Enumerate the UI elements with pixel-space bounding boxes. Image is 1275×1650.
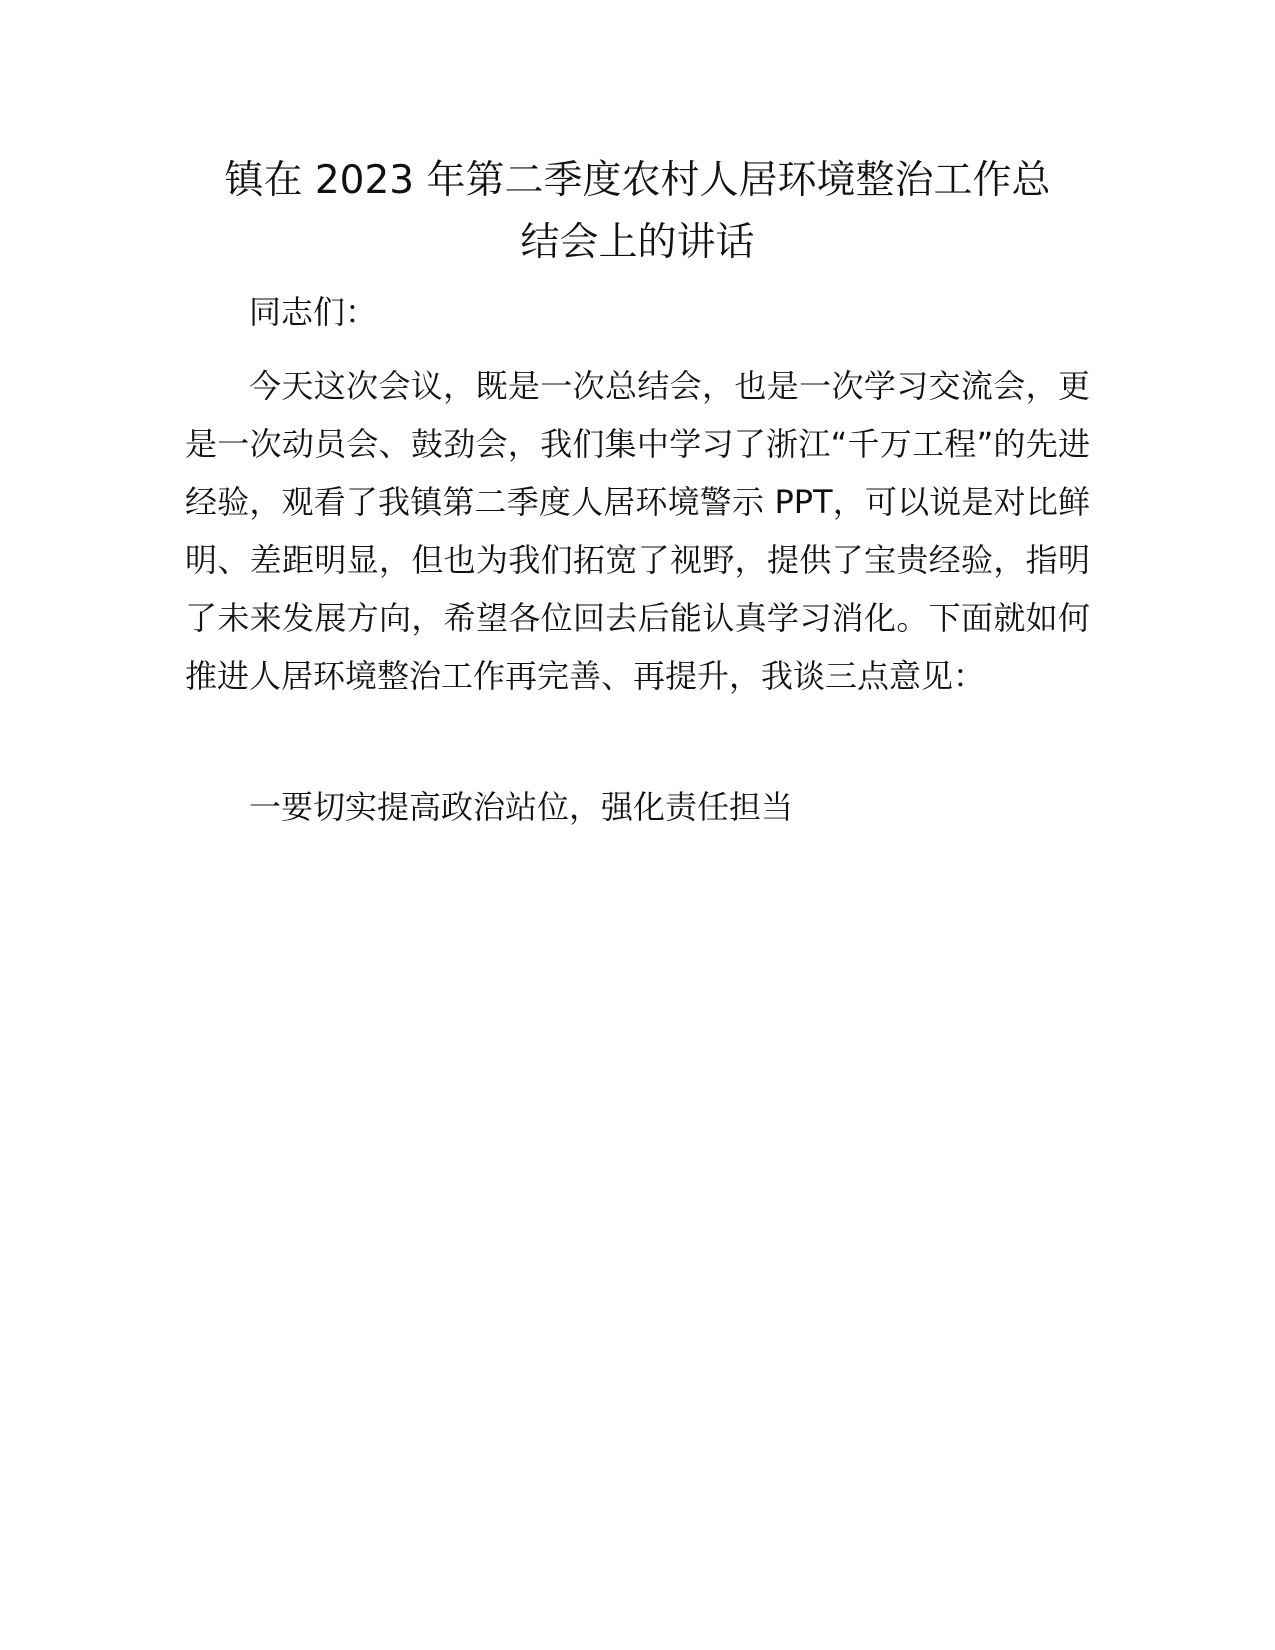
title-line-1: 镇在 2023 年第二季度农村人居环境整治工作总	[224, 158, 1051, 203]
document-title	[170, 150, 1105, 274]
greeting: 同志们：	[249, 293, 378, 331]
title-line-2: 结会上的讲话	[520, 220, 755, 265]
section-heading-1: 一要切实提高政治站位，强化责任担当	[249, 788, 794, 826]
intro-paragraph: 今天这次会议，既是一次总结会，也是一次学习交流会，更是一次动员会、鼓劲会，我们集中学习了浙江“千万工程”的先进经验，观看了我镇第二季度人居环境警示 PPT，可以说是对比鲜明、差距明显，但也为我们拓宽了视野，提供了宝贵经验，指明了未来发展方向，希望各位回去后能认真学习消化。下面就如何推进人居环境整治工作再完善、再提升，我谈三点意见：	[185, 367, 1090, 695]
